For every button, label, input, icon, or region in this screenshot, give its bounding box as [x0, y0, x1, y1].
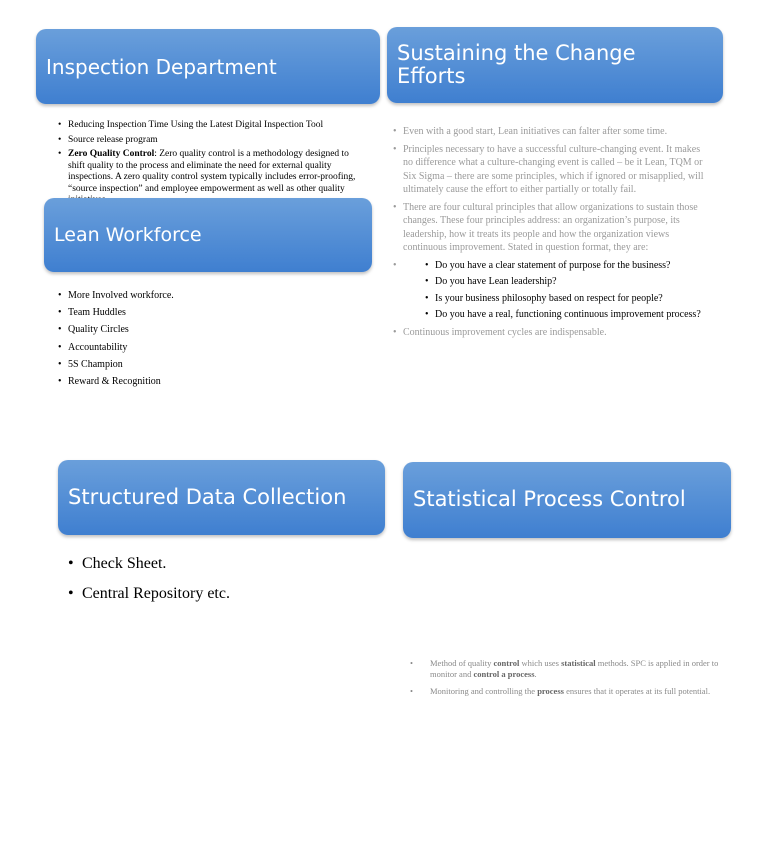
list-item: • Reducing Inspection Time Using the Latest Digital Inspection Tool [58, 120, 363, 132]
text-part: ensures that it operates at its full potential. [563, 685, 711, 696]
list-item: • Continuous improvement cycles are indispensable. [393, 326, 711, 340]
inspection-title-card [36, 29, 380, 104]
list-item: • Source release program [58, 135, 363, 147]
question-item: • Do you have a real, functioning continuous improvement process? [425, 308, 711, 322]
zqc-label: Zero Quality Control [68, 149, 155, 160]
keyword: control [493, 658, 520, 668]
lean-bullets [58, 290, 358, 393]
list-item: • Quality Circles [58, 324, 358, 336]
list-item: • Team Huddles [58, 307, 358, 319]
text-part: Monitoring and controlling the [430, 685, 538, 696]
keyword: control a process [473, 669, 535, 680]
list-item: • Accountability [58, 342, 358, 354]
structured-bullets [68, 554, 368, 614]
sustaining-title: Sustaining the Change Efforts [397, 40, 636, 88]
list-item: • Reward & Recognition [58, 376, 358, 388]
keyword: statistical [561, 658, 596, 668]
list-item: • More Involved workforce. [58, 290, 358, 302]
text-part: Method of quality [430, 658, 494, 668]
spc-bullets [408, 658, 728, 702]
list-item: • Even with a good start, Lean initiatives can falter after some time. [393, 125, 711, 139]
text-part: methods. SPC is applied in order to monitor and [430, 658, 719, 680]
spc-title-card [403, 462, 731, 538]
list-item [408, 686, 728, 697]
inspection-bullets [58, 120, 363, 198]
question-item: • Is your business philosophy based on respect for people? [425, 292, 711, 306]
question-item: • Do you have Lean leadership? [425, 275, 711, 289]
list-item: • 5S Champion [58, 359, 358, 371]
spc-title: Statistical Process Control [413, 487, 686, 512]
structured-title: Structured Data Collection [68, 484, 347, 509]
text-part: which uses [519, 658, 562, 668]
sustaining-title-card [387, 27, 723, 103]
list-item: • Principles necessary to have a successful culture-changing event. It makes no difference what a culture-changing event is called – be it Lean, TQM or Six Sigma – there are some principles, which if ignored or misapplied, will ultimately cause the effort to either partially or totally fail. [393, 143, 711, 197]
list-item: • There are four cultural principles that allow organizations to sustain those changes. These four principles address: an organization’s purpose, its leadership, how it treats its people and how the organization views continuous improvement. Stated in question format, they are: [393, 201, 711, 255]
lean-title-card [44, 198, 372, 272]
list-item: • Check Sheet. [68, 554, 368, 573]
question-list [393, 259, 711, 322]
list-item [408, 658, 728, 681]
sustaining-bullets [393, 125, 711, 343]
zqc-text: : Zero quality control is a methodology designed to shift quality to the process and eliminate the need for external quality inspections. A zero quality control system typically includes error-proofing, “source inspection” and employee empowerment as well as other quality [68, 149, 356, 194]
structured-title-card [58, 460, 385, 535]
text-part: . [534, 669, 537, 680]
keyword: process [537, 685, 564, 696]
lean-title: Lean Workforce [54, 223, 202, 246]
question-item: • • Do you have a clear statement of purpose for the business? [425, 259, 711, 273]
inspection-title: Inspection Department [46, 54, 277, 79]
list-item: • Central Repository etc. [68, 584, 368, 603]
